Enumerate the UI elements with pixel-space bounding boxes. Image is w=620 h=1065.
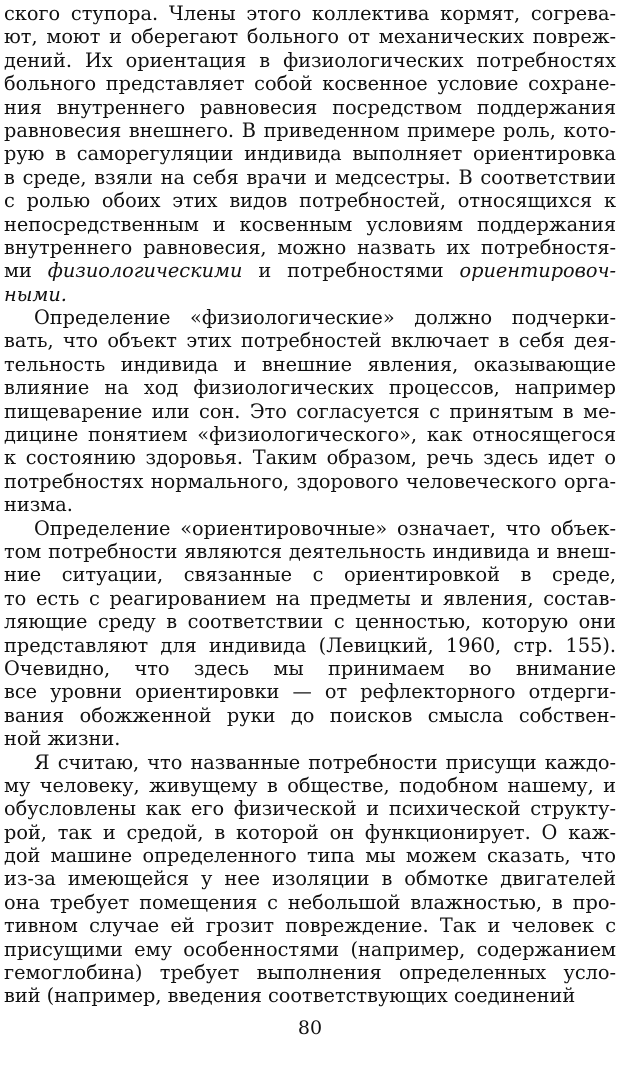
text-line <box>4 119 616 142</box>
text-line <box>4 493 616 516</box>
text-line <box>4 423 616 446</box>
text-run: представляют для индивида (Левицкий, 1960, стр. 155). <box>4 633 616 657</box>
text-line <box>4 634 616 657</box>
text-line <box>4 353 616 376</box>
text-line <box>4 236 616 259</box>
italic-term: ными. <box>4 282 67 306</box>
text-run: и потребностями <box>242 259 460 283</box>
page-number: 80 <box>297 1017 323 1039</box>
text-run: Определение «ориентировочные» означает, что объек- <box>34 516 616 540</box>
text-run: ние ситуации, связанные с ориентировкой в среде, <box>4 563 616 587</box>
text-run: вания обожженной руки до поисков смысла собствен- <box>4 703 616 727</box>
text-line <box>4 751 616 774</box>
text-run: ляющие среду в соответствии с ценностью, которую они <box>4 610 616 634</box>
text-run: му человеку, живущему в обществе, подобном нашему, и <box>4 773 616 797</box>
text-run: с ролью обоих этих видов потребностей, относящихся к <box>4 189 616 213</box>
text-line <box>4 540 616 563</box>
text-run: ной жизни. <box>4 727 121 751</box>
text-run: рой, так и средой, в которой он функционирует. О каж- <box>4 820 616 844</box>
text-run: вий (например, введения соответствующих соединений <box>4 984 576 1008</box>
text-line <box>4 914 616 937</box>
text-line <box>4 470 616 493</box>
italic-term: физиологическими <box>47 259 243 283</box>
text-run: она требует помещения с небольшой влажностью, в про- <box>4 890 616 914</box>
italic-term: ориентировоч- <box>459 259 616 283</box>
text-run: низма. <box>4 493 73 517</box>
text-run: потребностях нормального, здорового человеческого орга- <box>4 469 616 493</box>
text-line <box>4 517 616 540</box>
text-run: дицине понятием «физиологического», как относящегося <box>4 423 616 447</box>
text-line <box>4 680 616 703</box>
text-run: из-за имеющейся у нее изоляции в обмотке двигателей <box>4 867 616 891</box>
text-line <box>4 96 616 119</box>
text-line <box>4 797 616 820</box>
text-run: обусловлены как его физической и психической структу- <box>4 797 616 821</box>
text-run: пищеварение или сон. Это согласуется с принятым в ме- <box>4 399 616 423</box>
text-line <box>4 306 616 329</box>
text-run: вать, что объект этих потребностей включает в себя дея- <box>4 329 616 353</box>
text-run: равновесия внешнего. В приведенном примере роль, кото- <box>4 118 616 142</box>
text-run: влияние на ход физиологических процессов, например <box>4 376 616 400</box>
text-run: ми <box>4 259 48 283</box>
text-line <box>4 891 616 914</box>
text-line <box>4 189 616 212</box>
text-line <box>4 563 616 586</box>
text-line <box>4 376 616 399</box>
text-line <box>4 821 616 844</box>
text-run: то есть с реагированием на предметы и явления, состав- <box>4 586 616 610</box>
text-run: том потребности являются деятельность индивида и внеш- <box>4 539 616 563</box>
text-run: Определение «физиологические» должно подчерки- <box>34 306 616 330</box>
text-line <box>4 283 616 306</box>
text-line <box>4 2 616 25</box>
text-run: внутреннего равновесия, можно назвать их потребностя- <box>4 235 616 259</box>
text-line <box>4 259 616 282</box>
text-line <box>4 657 616 680</box>
text-line <box>4 867 616 890</box>
text-line <box>4 844 616 867</box>
text-run: ния внутреннего равновесия посредством поддержания <box>4 95 616 119</box>
text-line <box>4 961 616 984</box>
text-line <box>4 938 616 961</box>
text-run: тельность индивида и внешние явления, оказывающие <box>4 352 616 376</box>
text-run: Очевидно, что здесь мы принимаем во внимание <box>4 656 616 680</box>
text-run: тивном случае ей грозит повреждение. Так и человек с <box>4 914 616 938</box>
text-line <box>4 142 616 165</box>
text-line <box>4 704 616 727</box>
text-run: непосредственным и косвенным условиям поддержания <box>4 212 616 236</box>
text-run: рую в саморегуляции индивида выполняет ориентировка <box>4 142 616 166</box>
text-run: дой машине определенного типа мы можем сказать, что <box>4 844 616 868</box>
text-line <box>4 610 616 633</box>
text-run: ского ступора. Члены этого коллектива кормят, согрева- <box>4 2 616 25</box>
text-line <box>4 329 616 352</box>
text-line <box>4 727 616 750</box>
text-line <box>4 72 616 95</box>
text-line <box>4 984 616 1007</box>
text-run: дений. Их ориентация в физиологических потребностях <box>4 48 616 72</box>
text-line <box>4 213 616 236</box>
text-run: все уровни ориентировки — от рефлекторного отдерги- <box>4 680 616 704</box>
text-line <box>4 49 616 72</box>
text-run: присущими ему особенностями (например, содержанием <box>4 937 616 961</box>
text-run: гемоглобина) требует выполнения определенных усло- <box>4 961 616 985</box>
text-run: больного представляет собой косвенное условие сохране- <box>4 72 616 96</box>
text-line <box>4 587 616 610</box>
text-run: ют, моют и оберегают больного от механических повреж- <box>4 25 616 49</box>
text-run: Я считаю, что названные потребности присущи каждо- <box>34 750 616 774</box>
text-line <box>4 400 616 423</box>
body-text <box>4 2 616 1008</box>
text-line <box>4 774 616 797</box>
text-run: к состоянию здоровья. Таким образом, речь здесь идет о <box>4 446 616 470</box>
text-line <box>4 446 616 469</box>
text-run: в среде, взяли на себя врачи и медсестры. В соответствии <box>4 165 616 189</box>
text-line <box>4 25 616 48</box>
text-line <box>4 166 616 189</box>
